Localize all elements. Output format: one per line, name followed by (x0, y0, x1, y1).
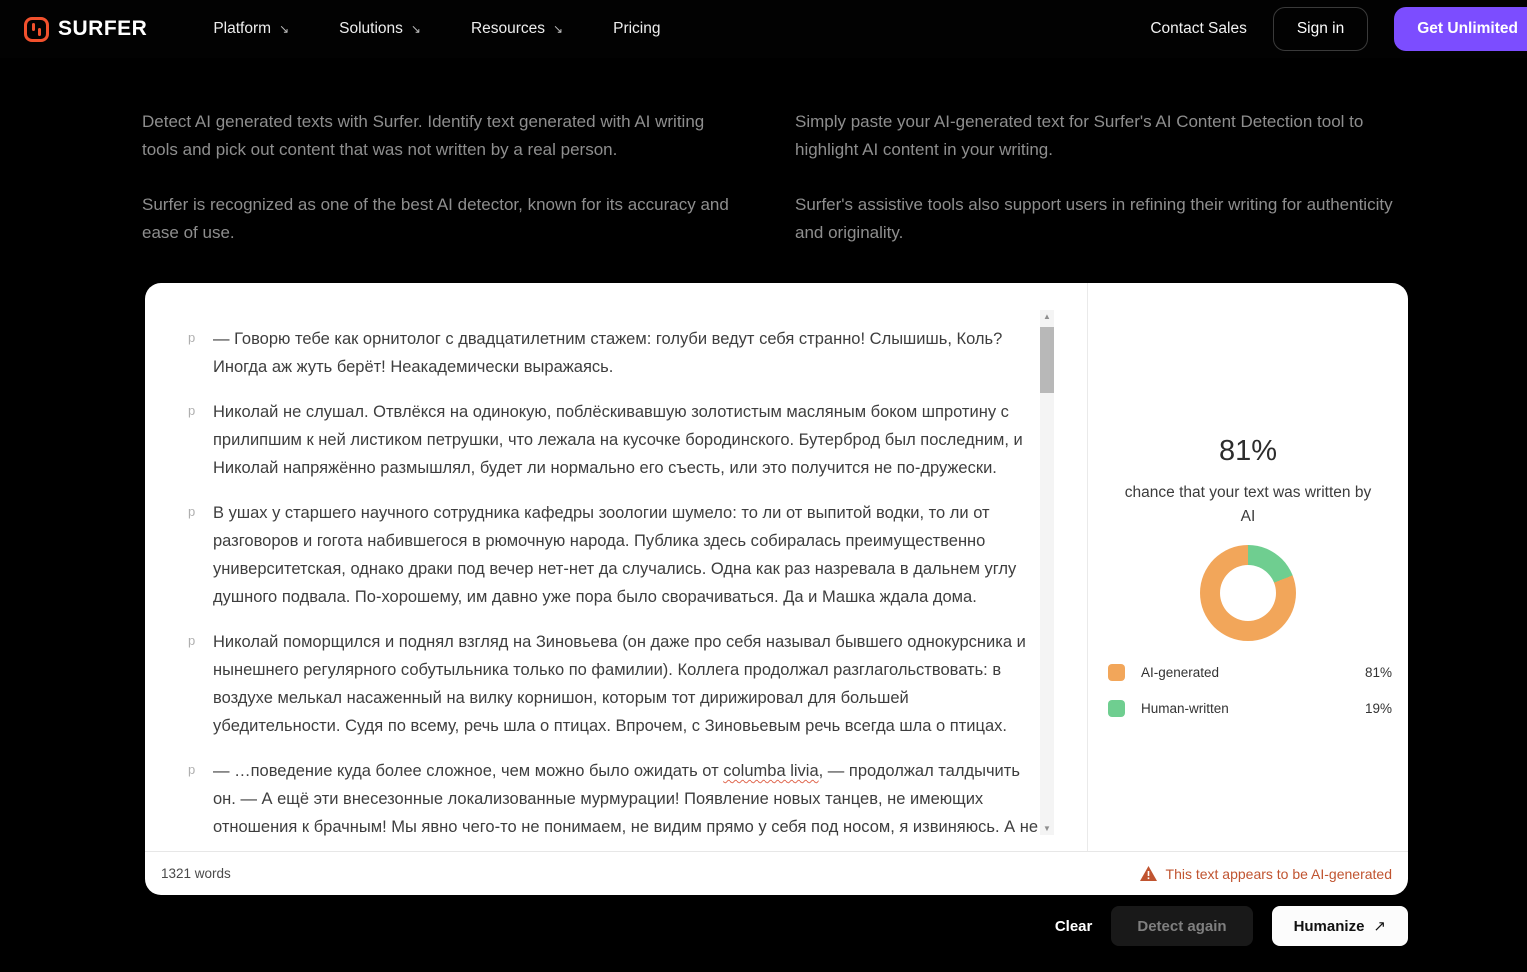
editor-paragraph (188, 325, 1040, 381)
text-editor[interactable] (145, 283, 1087, 851)
intro-text-left (142, 108, 742, 274)
donut-chart (1200, 545, 1296, 641)
paragraph-marker: p (188, 633, 196, 648)
paragraph-marker: p (188, 403, 196, 418)
legend-value: 19% (1364, 701, 1392, 716)
clear-button[interactable]: Clear (1054, 917, 1093, 935)
nav-item-platform[interactable] (213, 20, 289, 38)
paragraph-text: В ушах у старшего научного сотрудника кафедры зоологии шумело: то ли от выпитой водки, то ли от разговоров и гогота набившегося в рюмочную народа. Публика здесь собиралась преимущественно университетская, однако драки под вечер нет-нет да случались. Одна как раз назревала в дальнем углу душного подвала. По-хорошему, им давно уже пора было сворачиваться. Да и Машка ждала дома. (213, 504, 1017, 606)
card-footer (145, 851, 1408, 895)
brand-name: SURFER (58, 17, 148, 40)
nav-item-label: Resources (470, 20, 546, 37)
scroll-down-icon[interactable]: ▼ (1043, 824, 1051, 833)
nav-menu (213, 20, 660, 38)
detector-card (145, 283, 1408, 895)
nav-item-resources[interactable] (471, 20, 563, 38)
nav-item-label: Pricing (613, 20, 661, 37)
sign-in-button[interactable]: Sign in (1273, 7, 1368, 51)
donut-hole (1220, 565, 1276, 621)
top-navigation (0, 0, 1527, 58)
legend-row (1108, 664, 1392, 681)
result-panel (1088, 283, 1408, 851)
intro-paragraph: Surfer's assistive tools also support users in refining their writing for authenticity and originality. (795, 195, 1393, 242)
editor-paragraph (188, 499, 1040, 611)
legend-label: Human-written (1141, 701, 1229, 716)
scroll-up-icon[interactable]: ▲ (1043, 312, 1051, 321)
editor-paragraph (188, 628, 1040, 740)
detect-again-button[interactable]: Detect again (1111, 906, 1252, 946)
warning-icon (1140, 866, 1157, 881)
surfer-logo[interactable] (24, 17, 147, 42)
action-bar (145, 906, 1408, 946)
ai-percent-caption: chance that your text was written by AI (1124, 484, 1372, 525)
paragraph-text: — …поведение куда более сложное, чем можно было ожидать от columba livia, — продолжал талдычить он. — А ещё эти внесезонные локализованные мурмурации! Появление новых танцев, не имеющих отношения к брачным! Мы явно чего-то не понимаем, не видим прямо у себя под носом, я извиняюсь. А не (213, 762, 1039, 836)
paragraph-marker: p (188, 762, 196, 777)
intro-paragraph: Detect AI generated texts with Surfer. Identify text generated with AI writing tools and pick out content that was not written by a real person. (142, 112, 705, 159)
humanize-button[interactable] (1272, 906, 1408, 946)
external-arrow-icon: ↗ (1373, 918, 1386, 935)
paragraph-text: — Говорю тебе как орнитолог с двадцатилетним стажем: голуби ведут себя странно! Слышишь, Коль? Иногда аж жуть берёт! Неакадемически выражаясь. (213, 330, 1003, 376)
chevron-dropdown-icon: ↘ (279, 22, 290, 36)
surfer-logo-icon (24, 17, 49, 42)
contact-sales-link[interactable]: Contact Sales (1150, 20, 1247, 37)
editor-scrollbar[interactable] (1040, 310, 1054, 835)
legend-value: 81% (1364, 665, 1392, 680)
legend-row (1108, 700, 1392, 717)
warning-text: This text appears to be AI-generated (1165, 865, 1392, 882)
scrollbar-thumb[interactable] (1040, 327, 1054, 393)
paragraph-text: Николай не слушал. Отвлёкся на одинокую, поблёскивавшую золотистым масляным боком шпротину с прилипшим к ней листиком петрушки, что лежала на кусочке бородинского. Бутерброд был последним, и Николай напряжённо размышлял, будет ли нормально его съесть, или это получится не по-дружески. (213, 403, 1023, 477)
paragraph-marker: p (188, 504, 196, 519)
chevron-dropdown-icon: ↘ (553, 22, 564, 36)
legend-swatch-icon (1108, 700, 1125, 717)
chevron-dropdown-icon: ↘ (410, 22, 421, 36)
get-unlimited-button[interactable]: Get Unlimited (1394, 7, 1527, 51)
spellcheck-term: columba livia (723, 762, 819, 780)
intro-paragraph: Surfer is recognized as one of the best AI detector, known for its accuracy and ease of use. (142, 195, 729, 242)
nav-item-pricing[interactable] (613, 20, 660, 38)
ai-percent: 81% (1218, 435, 1278, 467)
intro-paragraph: Simply paste your AI-generated text for Surfer's AI Content Detection tool to highlight AI content in your writing. (795, 112, 1364, 159)
editor-paragraph (188, 398, 1040, 482)
paragraph-text: Николай поморщился и поднял взгляд на Зиновьева (он даже про себя называл бывшего однокурсника и нынешнего регулярного собутыльника только по фамилии). Коллега продолжал разглагольствовать: в воздухе мелькал насаженный на вилку корнишон, которым тот дирижировал для большей убедительности. Судя по всему, речь шла о птицах. Впрочем, с Зиновьевым речь всегда шла о птицах. (213, 633, 1026, 735)
nav-item-solutions[interactable] (339, 20, 421, 38)
legend-swatch-icon (1108, 664, 1125, 681)
chart-legend (1088, 664, 1408, 736)
paragraph-marker: p (188, 330, 196, 345)
intro-text-right (795, 108, 1395, 274)
editor-paragraph (188, 757, 1040, 841)
editor-content (188, 325, 1040, 851)
humanize-label: Humanize (1293, 917, 1365, 935)
nav-right (1150, 7, 1527, 51)
nav-item-label: Platform (213, 20, 272, 37)
nav-item-label: Solutions (339, 20, 403, 37)
word-count: 1321 words (161, 866, 231, 881)
ai-warning (1140, 866, 1392, 882)
legend-label: AI-generated (1141, 665, 1220, 680)
